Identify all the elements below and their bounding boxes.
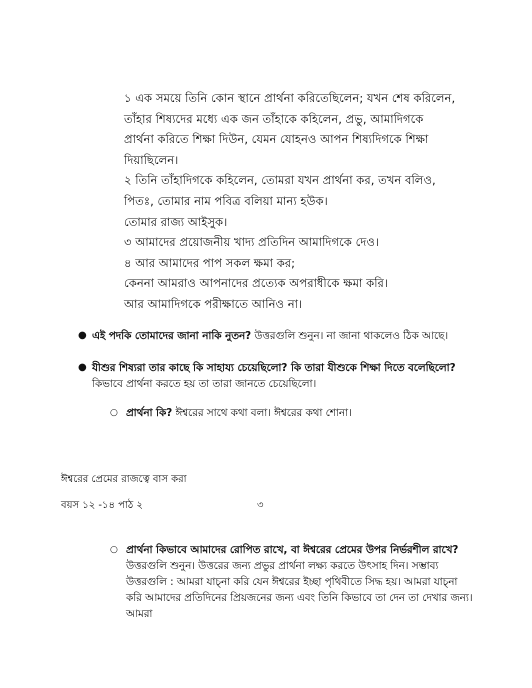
scripture-line: ৪ আর আমাদের পাপ সকল ক্ষমা কর; [124, 255, 296, 270]
hollow-bullet-icon: ○ [110, 408, 118, 418]
scripture-passage [124, 88, 484, 315]
bullet-dot-icon: ● [78, 330, 87, 341]
answer-text: ঈশ্বরের সাথে কথা বলা। ঈশ্বরের কথা শোনা। [172, 407, 352, 419]
page-number: ৩ [257, 500, 264, 511]
question-item [78, 360, 473, 392]
answer-text: উত্তরগুলি শুনুন। না জানা থাকলেও ঠিক আছে। [251, 330, 449, 342]
scripture-line: ৩ আমাদের প্রয়োজনীয় খাদ্য প্রতিদিন আমাদিগকে দেও। [124, 235, 380, 250]
scripture-line: আর আমাদিগকে পরীক্ষাতে আনিও না। [124, 296, 303, 311]
answer-text: উত্তরগুলি শুনুন। উত্তরের জন্য প্রভুর প্রার্থনা লক্ষ্য করতে উৎসাহ দিন। সম্ভাব্য উত্তরগুলি : আমরা যাচ্‌না করি যেন ঈশ্বরের ইচ্ছা পৃথিবীতে সিদ্ধ হয়। আমরা যাচ্‌না করি আমাদের প্রতিদিনের প্রিয়জনের জন্য এবং তিনি কিভাবে তা দেন তা দেখার জন্য। আমরা [126, 560, 473, 620]
hollow-bullet-icon: ○ [110, 545, 118, 555]
question-text: যীশুর শিষ্যরা তার কাছে কি সাহায্য চেয়েছিলো? কি তারা যীশুকে শিক্ষা দিতে বলেছিলো? [92, 362, 456, 374]
scripture-line: পিতঃ, তোমার নাম পবিত্র বলিয়া মান্য হউক। [124, 193, 328, 208]
scripture-line: প্রার্থনা করিতে শিক্ষা দিউন, যেমন যোহনও আপন শিষ্যদিগকে শিক্ষা [124, 132, 429, 147]
sub-question-item [110, 542, 475, 622]
question-text: এই পদকি তোমাদের জানা নাকি নুতন? [92, 330, 252, 342]
question-text: প্রার্থনা কিভাবে আমাদের রোপিত রাখে, বা ঈশ্বরের প্রেমের উপর নির্ভরশীল রাখে? [126, 544, 459, 556]
question-item [78, 328, 473, 344]
answer-text: কিভাবে প্রার্থনা করতে হয় তা তারা জানতে চেয়েছিলো। [92, 378, 317, 390]
scripture-line: দিয়াছিলেন। [124, 152, 179, 167]
scripture-line: কেননা আমরাও আপনাদের প্রত্যেক অপরাধীকে ক্ষমা করি। [124, 276, 389, 291]
scripture-line: তোমার রাজ্য আইসুক। [124, 214, 228, 229]
bullet-dot-icon: ● [78, 362, 87, 373]
sub-question-item [110, 405, 470, 421]
footer-title: ঈশ্বরের প্রেমের রাজত্বে বাস করা [61, 474, 187, 485]
scripture-line: ২ তিনি তাঁহাদিগকে কহিলেন, তোমরা যখন প্রার্থনা কর, তখন বলিও, [124, 173, 436, 188]
scripture-line: ১ এক সময়ে তিনি কোন স্থানে প্রার্থনা করিতেছিলেন; যখন শেষ করিলেন, [124, 91, 456, 105]
footer-age-lesson: বয়স ১২ -১৪ পাঠ ২ [61, 500, 143, 511]
scripture-line: তাঁহার শিষ্যদের মধ্যে এক জন তাঁহাকে কহিলেন, প্রভু, আমাদিগকে [124, 111, 424, 126]
question-text: প্রার্থনা কি? [126, 407, 173, 419]
